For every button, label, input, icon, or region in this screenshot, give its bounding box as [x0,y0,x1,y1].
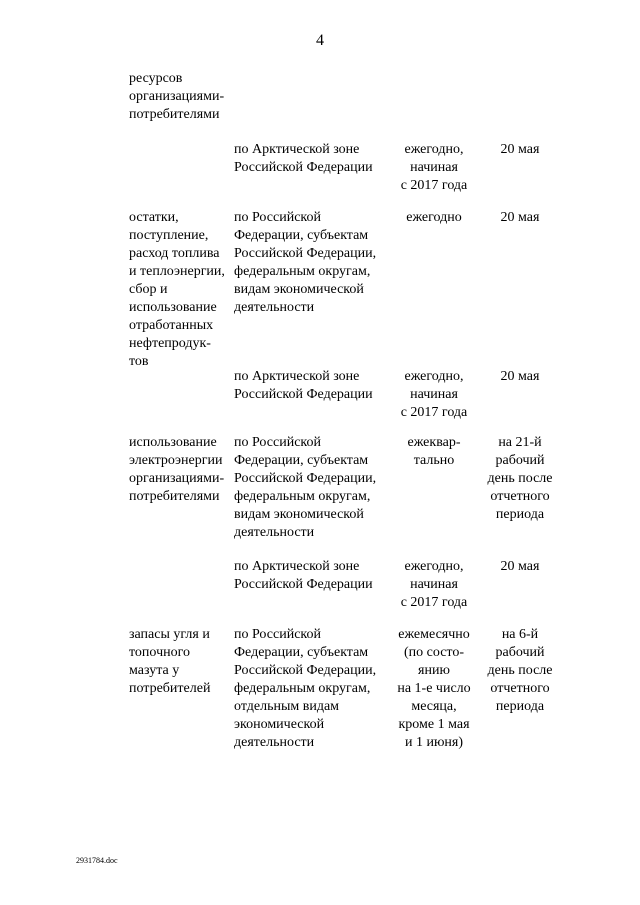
deadline-cell: 20 мая [500,559,540,574]
document-code: 2931784.doc [76,856,118,865]
deadline-cell: 20 мая [500,142,540,157]
breakdown-cell: по Арктической зоне Российской Федерации [234,559,373,592]
frequency-cell: ежегодно [406,210,462,225]
deadline-cell: на 6-й рабочий день после отчетного периода [487,627,553,714]
frequency-cell: ежегодно, начиная с 2017 года [400,369,468,420]
breakdown-cell: по Российской Федерации, субъектам Российской Федерации, федеральным округам, видам экономической деятельности [234,210,377,315]
deadline-cell: на 21-й рабочий день после отчетного периода [487,435,553,522]
deadline-cell: 20 мая [500,369,540,384]
indicator-cell: остатки, поступление, расход топлива и теплоэнергии, сбор и использование отработанных нефтепродук- тов [129,210,225,369]
frequency-cell: ежегодно, начиная с 2017 года [400,559,468,610]
breakdown-cell: по Российской Федерации, субъектам Российской Федерации, федеральным округам, видам экономической деятельности [234,435,377,540]
frequency-cell: ежегодно, начиная с 2017 года [400,142,468,193]
breakdown-cell: по Российской Федерации, субъектам Российской Федерации, федеральным округам, отдельным видам экономической деятельности [234,627,377,750]
indicator-cell: запасы угля и топочного мазута у потребителей [129,627,211,696]
frequency-cell: ежемесячно (по состо- янию на 1-е число месяца, кроме 1 мая и 1 июня) [397,627,471,750]
deadline-cell: 20 мая [500,210,540,225]
breakdown-cell: по Арктической зоне Российской Федерации [234,369,373,402]
breakdown-cell: по Арктической зоне Российской Федерации [234,142,373,175]
frequency-cell: ежеквар- тально [407,435,461,468]
page-number: 4 [316,32,324,49]
indicator-cell: использование электроэнергии организациями- потребителями [129,435,225,504]
indicator-cell: ресурсов организациями- потребителями [129,71,225,122]
